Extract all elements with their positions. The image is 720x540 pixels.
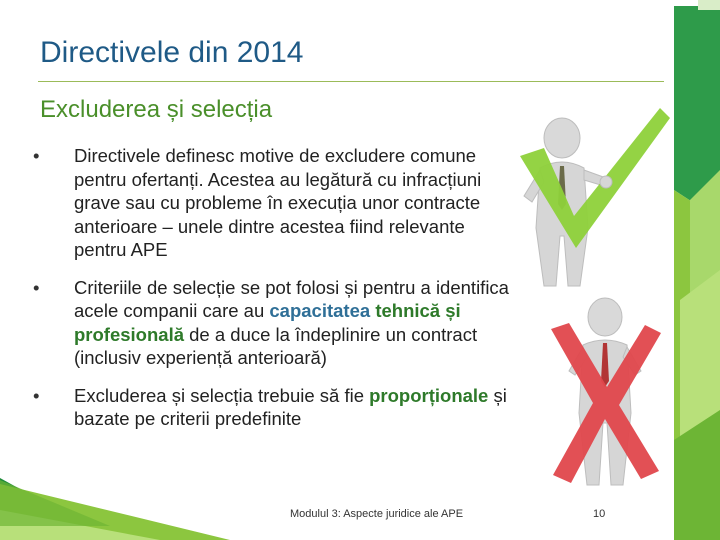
bullet-item: [30, 276, 520, 370]
highlight-capacity: capacitatea: [269, 300, 371, 321]
bullet-item: [30, 144, 520, 262]
slide-title: Directivele din 2014: [40, 36, 304, 69]
slide-subtitle: Excluderea și selecția: [40, 96, 273, 123]
bullet-text: și bazate pe criterii predefinite: [74, 384, 507, 429]
bullet-text: Excluderea și selecția trebuie să fie: [74, 384, 370, 406]
figure-with-checkmark-icon: [510, 108, 670, 298]
bullet-text: Directivele definesc motive de excludere comune pentru ofertanți. Acestea au legătură cu infracțiuni grave sau cu probleme în execuția unor contracte anterioare – unele dintre acestea fiind relevante pentru APE: [74, 145, 482, 260]
bullet-marker: •: [33, 384, 40, 406]
page-number: 10: [593, 508, 606, 520]
highlight-proportional: proporționale: [369, 384, 489, 406]
figure-with-cross-icon: [545, 295, 665, 495]
bullet-list: [30, 144, 520, 445]
bullet-marker: •: [33, 145, 40, 166]
title-divider: [38, 81, 664, 82]
bullet-text: de a duce la îndeplinire un contract (inclusiv experiență anterioară): [74, 323, 478, 368]
highlight-technical: tehnică și profesională: [74, 300, 461, 345]
bottom-left-decoration: [0, 470, 230, 540]
footer-module: Modulul 3: Aspecte juridice ale APE: [290, 508, 464, 520]
bullet-text: Criteriile de selecție se pot folosi și pentru a identifica acele companii care au: [74, 276, 509, 321]
bullet-item: [30, 384, 520, 431]
bullet-marker: •: [33, 276, 40, 298]
